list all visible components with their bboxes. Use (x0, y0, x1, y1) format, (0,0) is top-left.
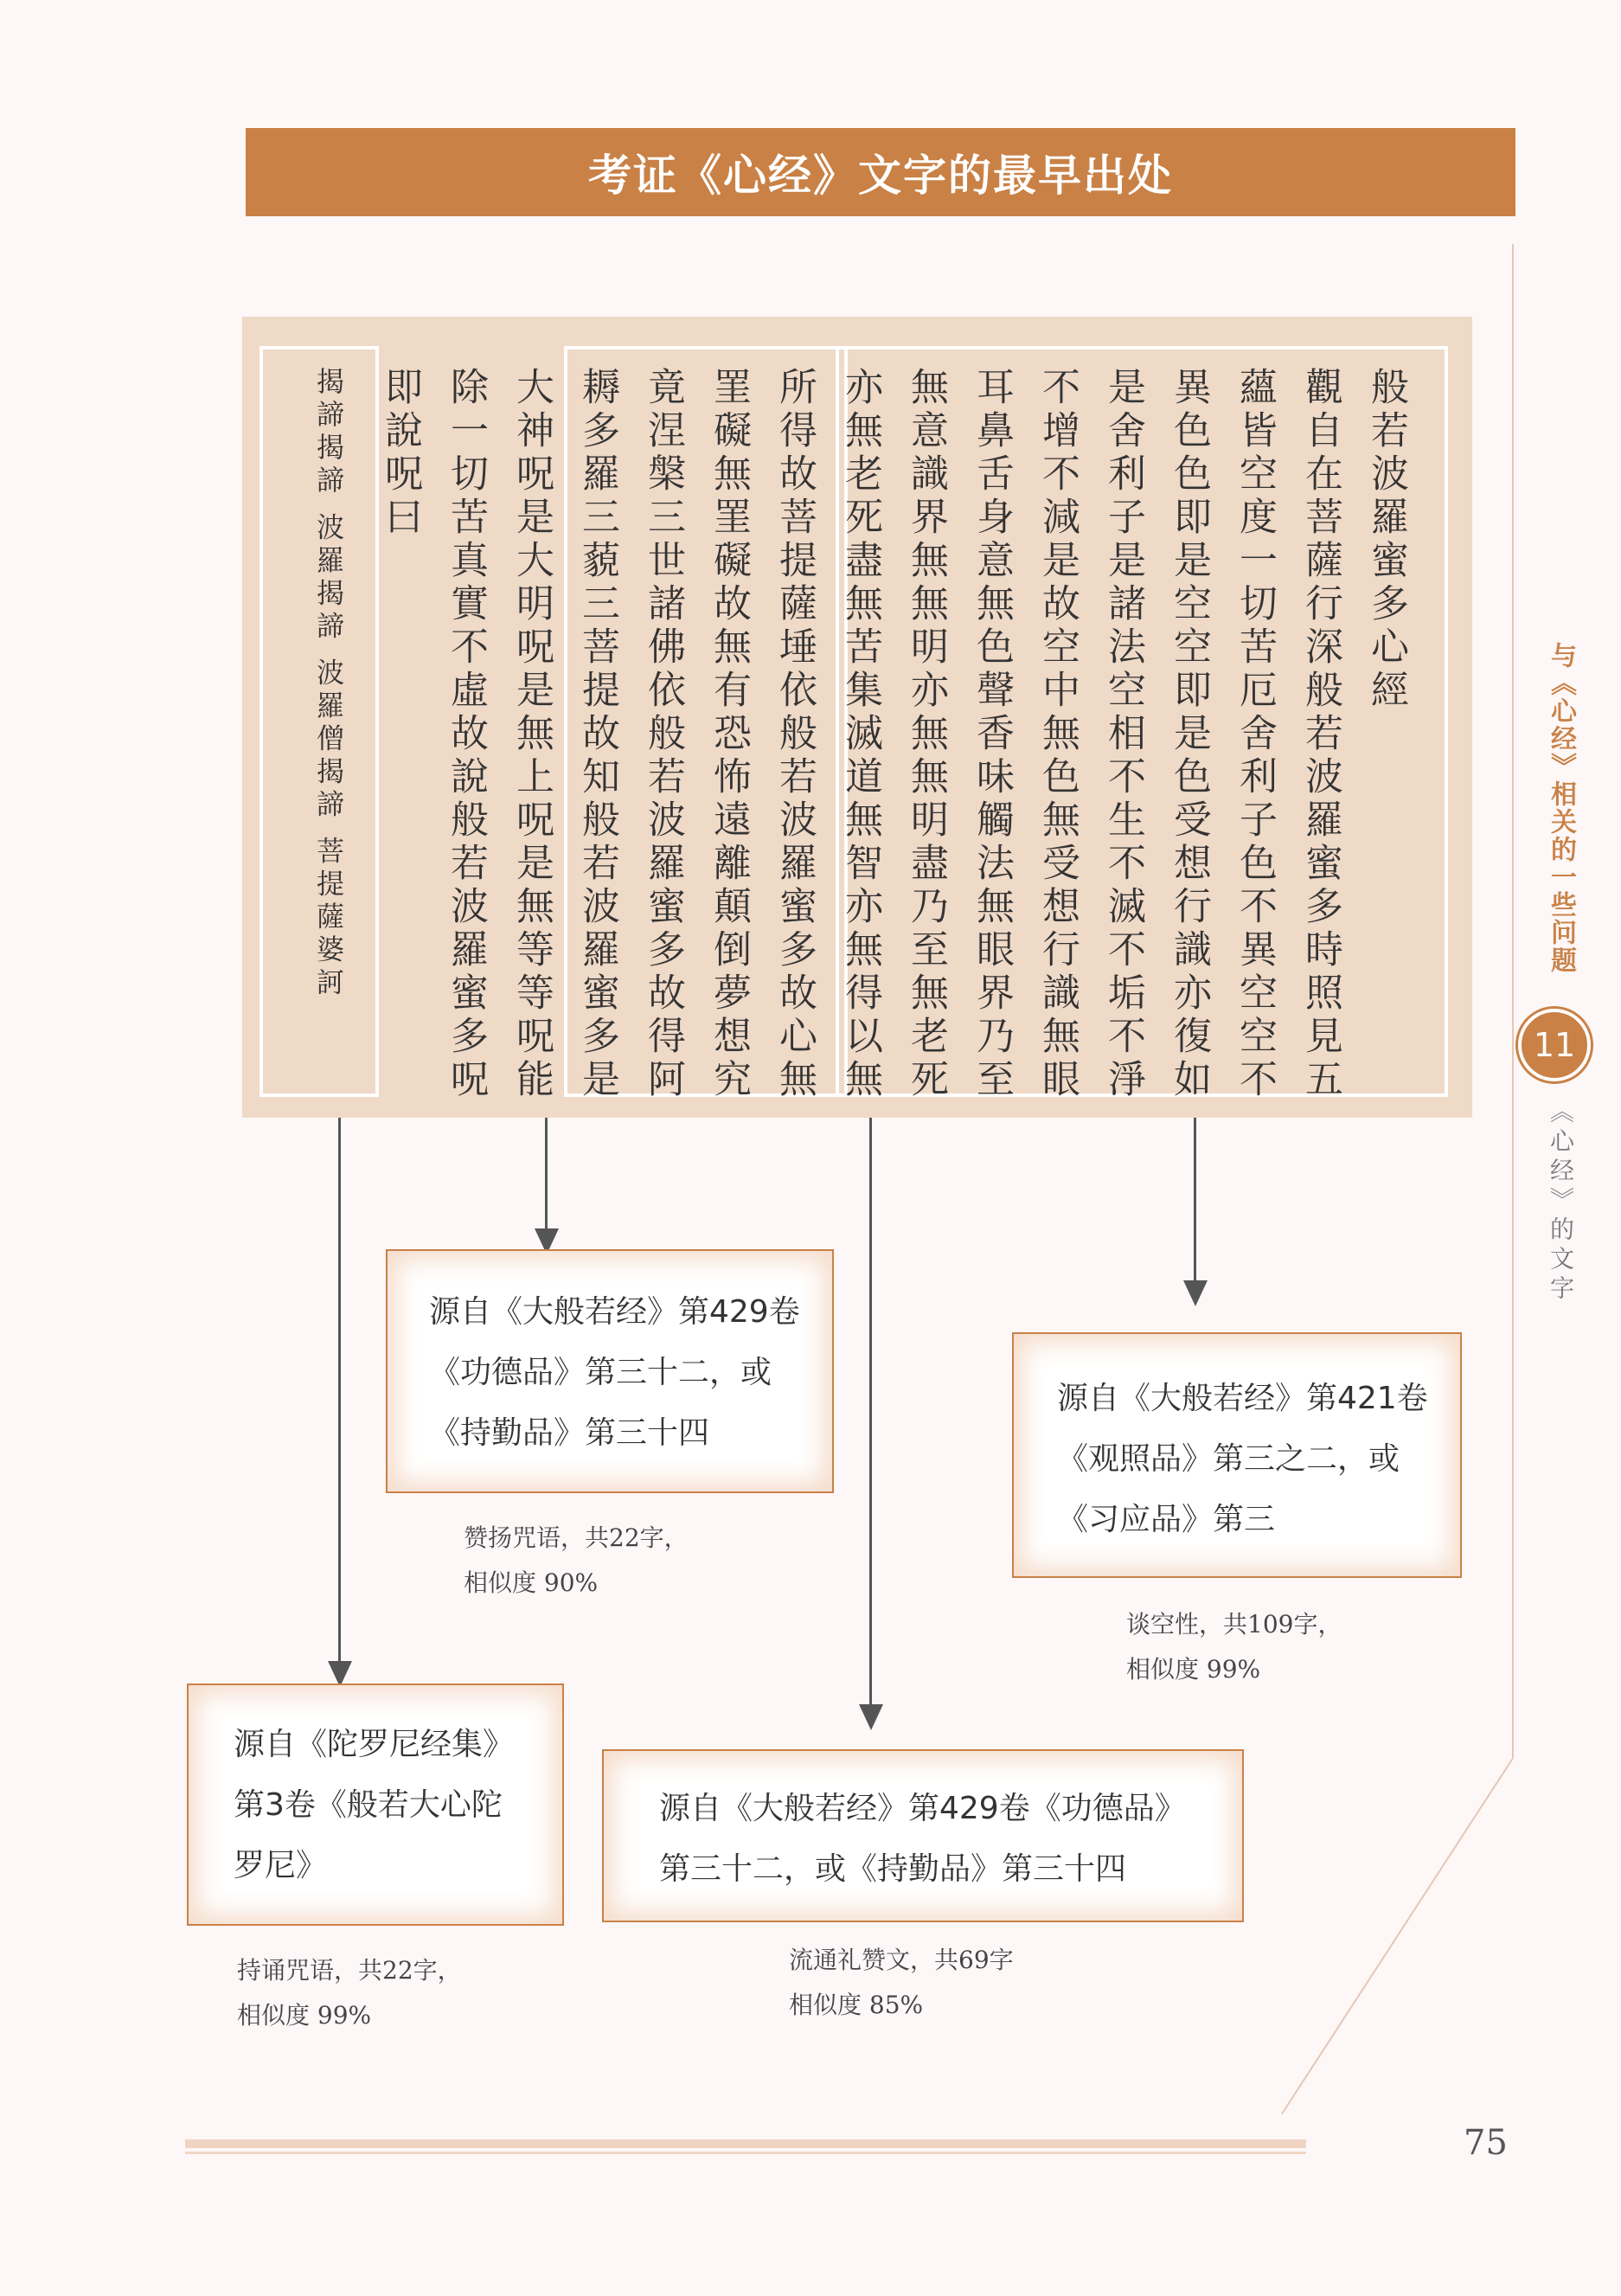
side-divider (1512, 244, 1514, 1758)
source-line: 源自《大般若经》第421卷 (1057, 1381, 1428, 1416)
manuscript-column: 亦無老死盡無苦集滅道無智亦無得以無 (838, 367, 882, 1102)
source-note-429-a: 赞扬咒语，共22字， 相似度 90% (464, 1523, 689, 1597)
page-title: 考证《心经》文字的最早出处 (246, 128, 1515, 216)
source-box-dharani (187, 1684, 564, 1926)
manuscript-column: 竟涅槃三世諸佛依般若波羅蜜多故得阿 (641, 367, 685, 1102)
manuscript-column: 即說呪曰 (378, 367, 422, 540)
footer-rule (185, 2139, 1306, 2148)
manuscript-column: 大神呪是大明呪是無上呪是無等等呪能 (509, 367, 554, 1102)
arrow-to-box3 (338, 1118, 341, 1663)
manuscript-column: 耳鼻舌身意無色聲香味觸法無眼界乃至 (970, 367, 1014, 1102)
manuscript-column: 異色色即是空空即是色受想行識亦復如 (1167, 367, 1211, 1102)
manuscript-column: 是舍利子是諸法空相不生不滅不垢不淨 (1101, 367, 1145, 1102)
arrow-head (859, 1704, 883, 1730)
side-divider-diagonal (1281, 1758, 1514, 2114)
manuscript-column: 揭諦揭諦 波羅揭諦 波羅僧揭諦 菩提薩婆訶 (312, 367, 345, 1001)
source-note-429-b: 流通礼赞文，共69字 相似度 85% (789, 1946, 1014, 2019)
manuscript-column: 無意識界無無明亦無無明盡乃至無老死 (904, 367, 948, 1102)
section-subtitle: 《心经》的文字 (1547, 1099, 1575, 1305)
page-number: 75 (1464, 2123, 1508, 2163)
manuscript-image (242, 317, 1472, 1118)
source-line: 《功德品》第三十二，或 (429, 1355, 772, 1390)
source-line: 罗尼》 (234, 1848, 328, 1883)
source-note-421: 谈空性，共109字， 相似度 99% (1126, 1610, 1342, 1684)
source-line: 《观照品》第三之二，或 (1057, 1441, 1400, 1477)
manuscript-column: 蘊皆空度一切苦厄舍利子色不異空空不 (1233, 367, 1277, 1102)
source-line: 源自《大般若经》第429卷 (429, 1294, 800, 1330)
source-line: 源自《陀罗尼经集》 (234, 1727, 515, 1762)
source-box-429-a (386, 1249, 834, 1493)
manuscript-column: 般若波羅蜜多心經 (1364, 367, 1408, 713)
chapter-number-badge: 11 (1518, 1009, 1591, 1081)
manuscript-column: 觀自在菩薩行深般若波羅蜜多時照見五 (1298, 367, 1342, 1102)
manuscript-column: 所得故菩提薩埵依般若波羅蜜多故心無 (772, 367, 817, 1102)
source-line: 《持勤品》第三十四 (429, 1415, 710, 1451)
source-note-dharani: 持诵咒语，共22字， 相似度 99% (237, 1956, 462, 2030)
source-line: 第三十二，或《持勤品》第三十四 (659, 1851, 1127, 1887)
source-line: 《习应品》第三 (1057, 1502, 1276, 1537)
arrow-to-box1 (545, 1118, 548, 1230)
source-box-421 (1012, 1332, 1462, 1578)
footer-rule-thin (185, 2152, 1306, 2154)
arrow-head (1183, 1280, 1208, 1306)
manuscript-column: 除一切苦真實不虛故說般若波羅蜜多呪 (444, 367, 488, 1102)
manuscript-column: 不增不減是故空中無色無受想行識無眼 (1035, 367, 1080, 1102)
arrow-to-box2 (1194, 1118, 1196, 1282)
manuscript-column: 耨多羅三藐三菩提故知般若波羅蜜多是 (575, 367, 619, 1102)
source-line: 源自《大般若经》第429卷《功德品》 (659, 1791, 1186, 1826)
manuscript-column: 罣礙無罣礙故無有恐怖遠離顛倒夢想究 (707, 367, 751, 1102)
arrow-to-box4 (869, 1118, 872, 1706)
source-line: 第3卷《般若大心陀 (234, 1787, 503, 1823)
source-box-429-b (602, 1749, 1244, 1922)
section-title: 与《心经》相关的一些问题 (1546, 642, 1576, 974)
